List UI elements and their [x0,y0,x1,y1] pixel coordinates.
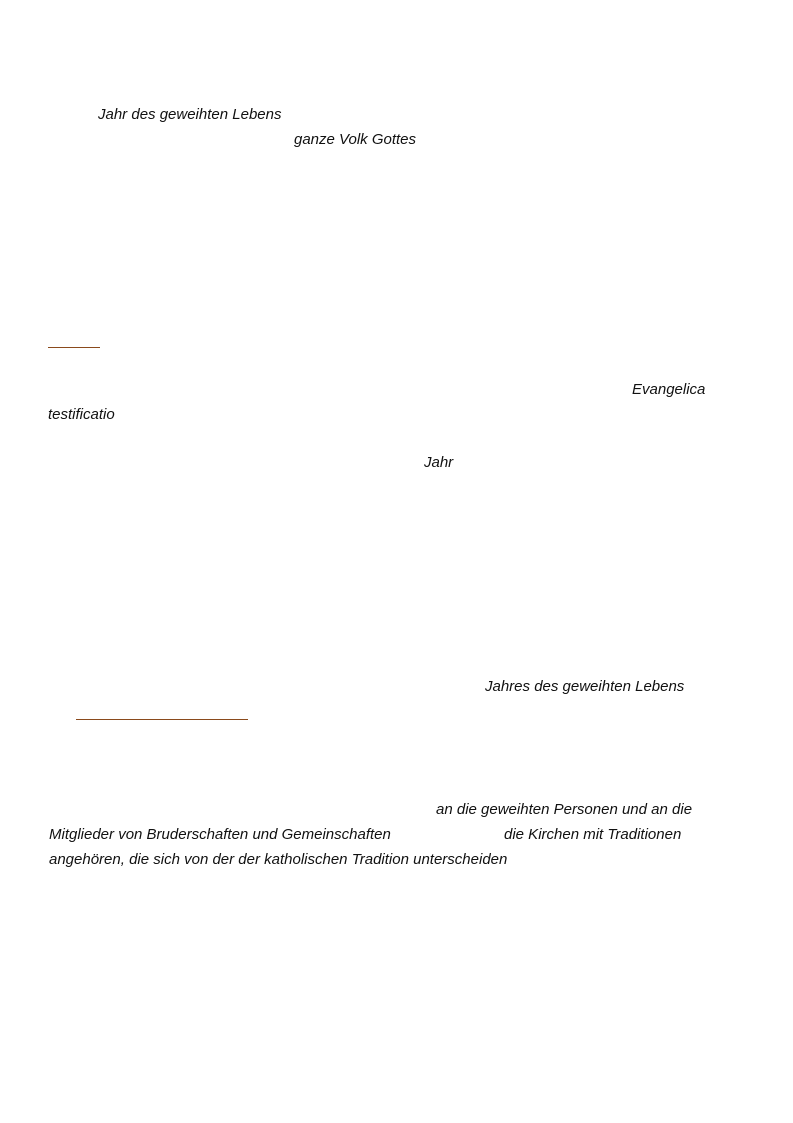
text-testificatio: testificatio [48,406,115,423]
text-evangelica: Evangelica [632,381,706,398]
section-divider-rule [76,719,248,720]
text-line-1: an die geweihten Personen und an die [436,801,693,818]
text-jahres-des-geweihten-lebens: Jahres des geweihten Lebens [485,678,685,695]
footnote-separator-rule [48,347,100,348]
text-line-2a: Mitglieder von Bruderschaften und Gemeinschaften [49,826,391,843]
text-line-2b: die Kirchen mit Traditionen [504,826,682,843]
text-ganze-volk-gottes: ganze Volk Gottes [294,131,417,148]
text-jahr-des-geweihten-lebens: Jahr des geweihten Lebens [98,106,282,123]
text-jahr: Jahr [424,454,454,471]
text-line-3: angehören, die sich von der der katholischen Tradition unterscheiden [49,851,508,868]
